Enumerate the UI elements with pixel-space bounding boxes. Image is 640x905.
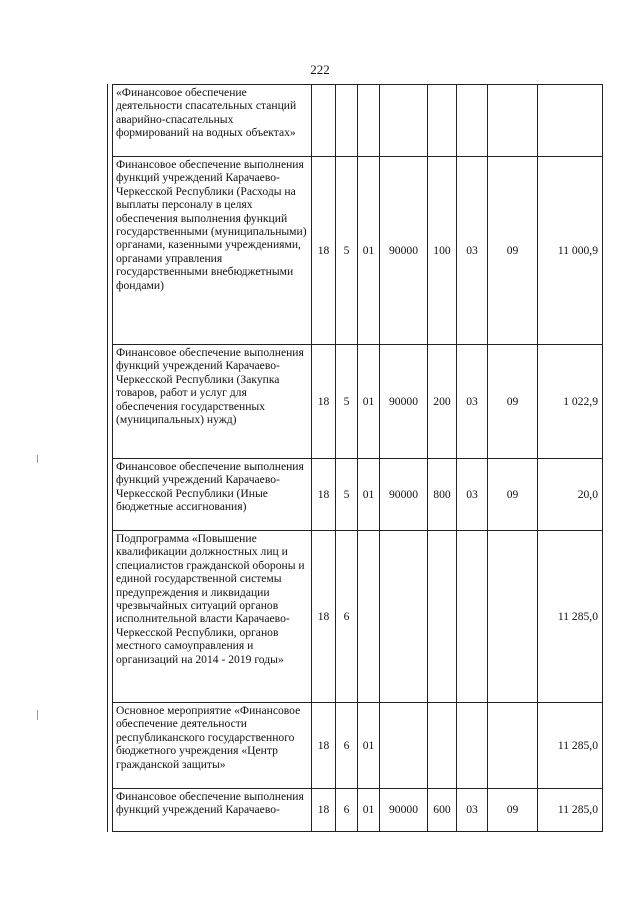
cell-c7 (488, 531, 538, 703)
cell-c2: 6 (336, 531, 358, 703)
cell-c7 (488, 85, 538, 157)
cell-c6: 03 (457, 459, 488, 531)
cell-c4 (380, 85, 428, 157)
cell-c3: 01 (358, 345, 380, 459)
row-name-cell: Основное мероприятие «Финансовое обеспечение деятельности республиканского государственного бюджетного учреждения «Центр гражданской защиты» (113, 703, 312, 789)
cell-c2: 5 (336, 345, 358, 459)
cell-amount (538, 85, 603, 157)
cell-c5 (428, 531, 457, 703)
cell-c5: 100 (428, 157, 457, 345)
cell-amount: 11 285,0 (538, 703, 603, 789)
cell-c7: 09 (488, 157, 538, 345)
cell-c7 (488, 703, 538, 789)
cell-c3: 01 (358, 157, 380, 345)
cell-c7: 09 (488, 789, 538, 832)
cell-c7: 09 (488, 459, 538, 531)
cell-c4 (380, 531, 428, 703)
table-row (113, 703, 603, 789)
cell-c6 (457, 531, 488, 703)
cell-c2: 6 (336, 789, 358, 832)
cell-c5 (428, 85, 457, 157)
table-row (113, 789, 603, 832)
cell-c1: 18 (312, 345, 336, 459)
cell-c4: 90000 (380, 459, 428, 531)
cell-c3 (358, 531, 380, 703)
cell-c5: 600 (428, 789, 457, 832)
cell-amount: 11 285,0 (538, 531, 603, 703)
table-row (113, 531, 603, 703)
cell-c4: 90000 (380, 345, 428, 459)
table-row (113, 85, 603, 157)
cell-amount: 11 285,0 (538, 789, 603, 832)
cell-c7: 09 (488, 345, 538, 459)
cell-c3 (358, 85, 380, 157)
cell-c5: 200 (428, 345, 457, 459)
table-row (113, 157, 603, 345)
cell-c5: 800 (428, 459, 457, 531)
page-number: 222 (310, 62, 330, 77)
row-name-cell: Финансовое обеспечение выполнения функций учреждений Карачаево-Черкесской Республики (Расходы на выплаты персоналу в целях обеспечения выполнения функций государственными (муниципальными) органами, казенными учреждениями, органами управления государственными внебюджетными фондами) (113, 157, 312, 345)
table-row (113, 345, 603, 459)
table-left-border (107, 84, 108, 832)
row-name-cell: Финансовое обеспечение выполнения функций учреждений Карачаево- (113, 789, 312, 832)
table-row (113, 459, 603, 531)
row-name-cell: Подпрограмма «Повышение квалификации должностных лиц и специалистов гражданской обороны и единой государственной системы предупреждения и ликвидации чрезвычайных ситуаций органов исполнительной власти Карачаево-Черкесской Республики, органов местного самоуправления и организаций на 2014 - 2019 годы» (113, 531, 312, 703)
cell-c3: 01 (358, 459, 380, 531)
row-name-cell: Финансовое обеспечение выполнения функций учреждений Карачаево-Черкесской Республики (Закупка товаров, работ и услуг для обеспечения государственных (муниципальных) нужд) (113, 345, 312, 459)
cell-c3: 01 (358, 703, 380, 789)
row-name-cell: «Финансовое обеспечение деятельности спасательных станций аварийно-спасательных формирований на водных объектах» (113, 85, 312, 157)
cell-c3: 01 (358, 789, 380, 832)
cell-c1: 18 (312, 703, 336, 789)
cell-c1: 18 (312, 459, 336, 531)
cell-amount: 1 022,9 (538, 345, 603, 459)
cell-c1 (312, 85, 336, 157)
cell-c5 (428, 703, 457, 789)
cell-amount: 20,0 (538, 459, 603, 531)
cell-c1: 18 (312, 531, 336, 703)
cell-c4: 90000 (380, 789, 428, 832)
cell-c2: 6 (336, 703, 358, 789)
cell-c2 (336, 85, 358, 157)
cell-c1: 18 (312, 157, 336, 345)
cell-c6 (457, 85, 488, 157)
cell-amount: 11 000,9 (538, 157, 603, 345)
cell-c6 (457, 703, 488, 789)
scan-speck (37, 455, 38, 463)
cell-c2: 5 (336, 157, 358, 345)
cell-c4: 90000 (380, 157, 428, 345)
row-name-cell: Финансовое обеспечение выполнения функций учреждений Карачаево-Черкесской Республики (Иные бюджетные ассигнования) (113, 459, 312, 531)
cell-c2: 5 (336, 459, 358, 531)
cell-c6: 03 (457, 789, 488, 832)
cell-c1: 18 (312, 789, 336, 832)
budget-table (112, 84, 603, 832)
scan-speck (37, 710, 38, 720)
cell-c6: 03 (457, 157, 488, 345)
cell-c4 (380, 703, 428, 789)
cell-c6: 03 (457, 345, 488, 459)
